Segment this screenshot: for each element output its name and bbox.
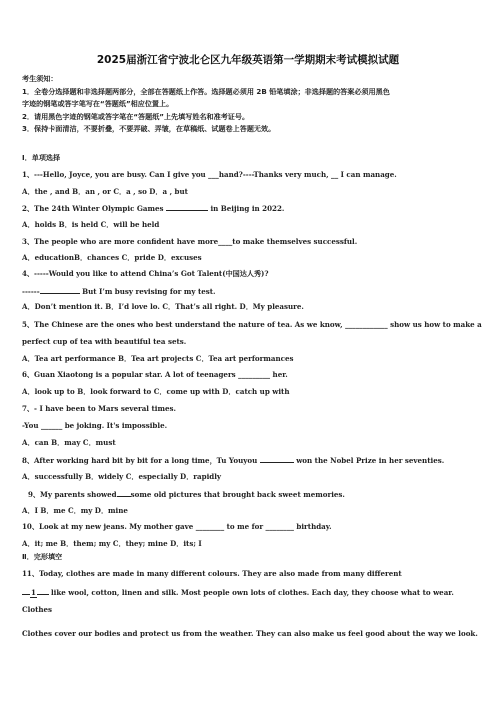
blank-number: 1 xyxy=(31,588,36,597)
page-title: 2025届浙江省宁波北仑区九年级英语第一学期期末考试模拟试题 xyxy=(96,54,400,66)
question-9-stem-end: some old pictures that brought back sweet memories. xyxy=(130,490,345,499)
section-heading-1: Ⅰ．单项选择 xyxy=(22,153,61,162)
passage-line-4: Clothes cover our bodies and protect us from the weather. They can also make us feel good about the way we look. xyxy=(22,629,478,638)
question-10-stem: 10、Look at my new jeans. My mother gave ________ to me for ________ birthday. xyxy=(22,522,332,531)
question-8-options: A．successfully B．widely C．especially D．rapidly xyxy=(22,472,222,481)
question-8-stem xyxy=(22,455,444,465)
notice-line-3: 2．请用黑色字迹的钢笔或答字笔在“答题纸”上先填写姓名和准考证号。 xyxy=(22,112,250,121)
notice-line-1: 1．全卷分选择题和非选择题两部分，全部在答题纸上作答。选择题必须用 2B 铅笔填涂；非选择题的答案必须用黑色 xyxy=(22,87,390,96)
question-5-stem-2: perfect cup of tea with beautiful tea sets. xyxy=(22,337,187,346)
answer-blank xyxy=(166,203,208,211)
question-4-stem-2 xyxy=(22,286,215,296)
question-4-prefix: ------ xyxy=(22,287,40,296)
question-7-stem: 7、- I have been to Mars several times. xyxy=(22,404,176,413)
question-2-stem-start: 2、The 24th Winter Olympic Games xyxy=(22,204,166,213)
question-4-options: A．Don’t mention it. B．I’d love lo. C．That’s all right. D．My pleasure. xyxy=(22,302,304,311)
notice-line-2: 字迹的钢笔或答字笔写在“答题纸”相应位置上。 xyxy=(22,99,174,108)
question-11-stem: 11、Today, clothes are made in many different colours. They are also made from many different xyxy=(22,569,402,578)
answer-blank xyxy=(260,455,294,463)
question-2-stem xyxy=(22,203,284,213)
question-9-stem-start: 9、My parents showed xyxy=(28,490,117,499)
section-heading-2: Ⅱ．完形填空 xyxy=(22,552,63,561)
notice-line-4: 3．保持卡面清洁，不要折叠，不要弄破、弄皱，在草稿纸、试题卷上答题无效。 xyxy=(22,124,276,133)
question-1-stem: 1、---Hello, Joyce, you are busy. Can I give you ___hand?----Thanks very much, __ I can manage. xyxy=(22,170,397,179)
question-2-stem-end: in Beijing in 2022. xyxy=(208,204,285,213)
question-9-stem xyxy=(28,489,345,499)
question-3-options: A．educationB．chances C．pride D．excuses xyxy=(22,253,202,262)
question-5-stem: 5、The Chinese are the ones who best understand the nature of tea. As we know, ____________ show us how to make a xyxy=(22,320,482,329)
question-8-stem-end: won the Nobel Prize in her seventies. xyxy=(293,456,445,465)
question-7-stem-2: -You ______ be joking. It's impossible. xyxy=(22,421,168,430)
question-6-stem: 6、Guan Xiaotong is a popular star. A lot of teenagers _________ her. xyxy=(22,370,288,379)
answer-blank xyxy=(22,587,30,595)
answer-blank xyxy=(117,489,131,497)
question-7-options: A．can B．may C．must xyxy=(22,438,116,447)
answer-blank xyxy=(37,587,49,595)
question-3-stem: 3、The people who are more confident have more____to make themselves successful. xyxy=(22,237,358,246)
answer-blank xyxy=(40,286,80,294)
notice-heading: 考生须知： xyxy=(22,74,58,83)
question-2-options: A．holds B．is held C．will be held xyxy=(22,220,160,229)
question-4-reply: But I’m busy revising for my test. xyxy=(79,287,216,296)
question-1-options: A．the , and B．an , or C．a , so D．a , but xyxy=(22,187,188,196)
passage-line-2 xyxy=(22,587,454,597)
passage-line-2-text: like wool, cotton, linen and silk. Most people own lots of clothes. Each day, they choose what to wear. xyxy=(50,588,454,597)
question-5-options: A．Tea art performance B．Tea art projects C．Tea art performances xyxy=(22,354,294,363)
question-9-options: A．I B．me C．my D．mine xyxy=(22,506,128,515)
question-4-stem: 4、-----Would you like to attend China’s Got Talent(中国达人秀)? xyxy=(22,269,269,278)
question-8-stem-start: 8、After working hard bit by bit for a long time，Tu Youyou xyxy=(22,456,260,465)
question-10-options: A．it; me B．them; my C．they; mine D．its; I xyxy=(22,539,202,548)
passage-heading: Clothes xyxy=(22,605,53,614)
question-6-options: A．look up to B．look forward to C．come up with D．catch up with xyxy=(22,387,290,396)
